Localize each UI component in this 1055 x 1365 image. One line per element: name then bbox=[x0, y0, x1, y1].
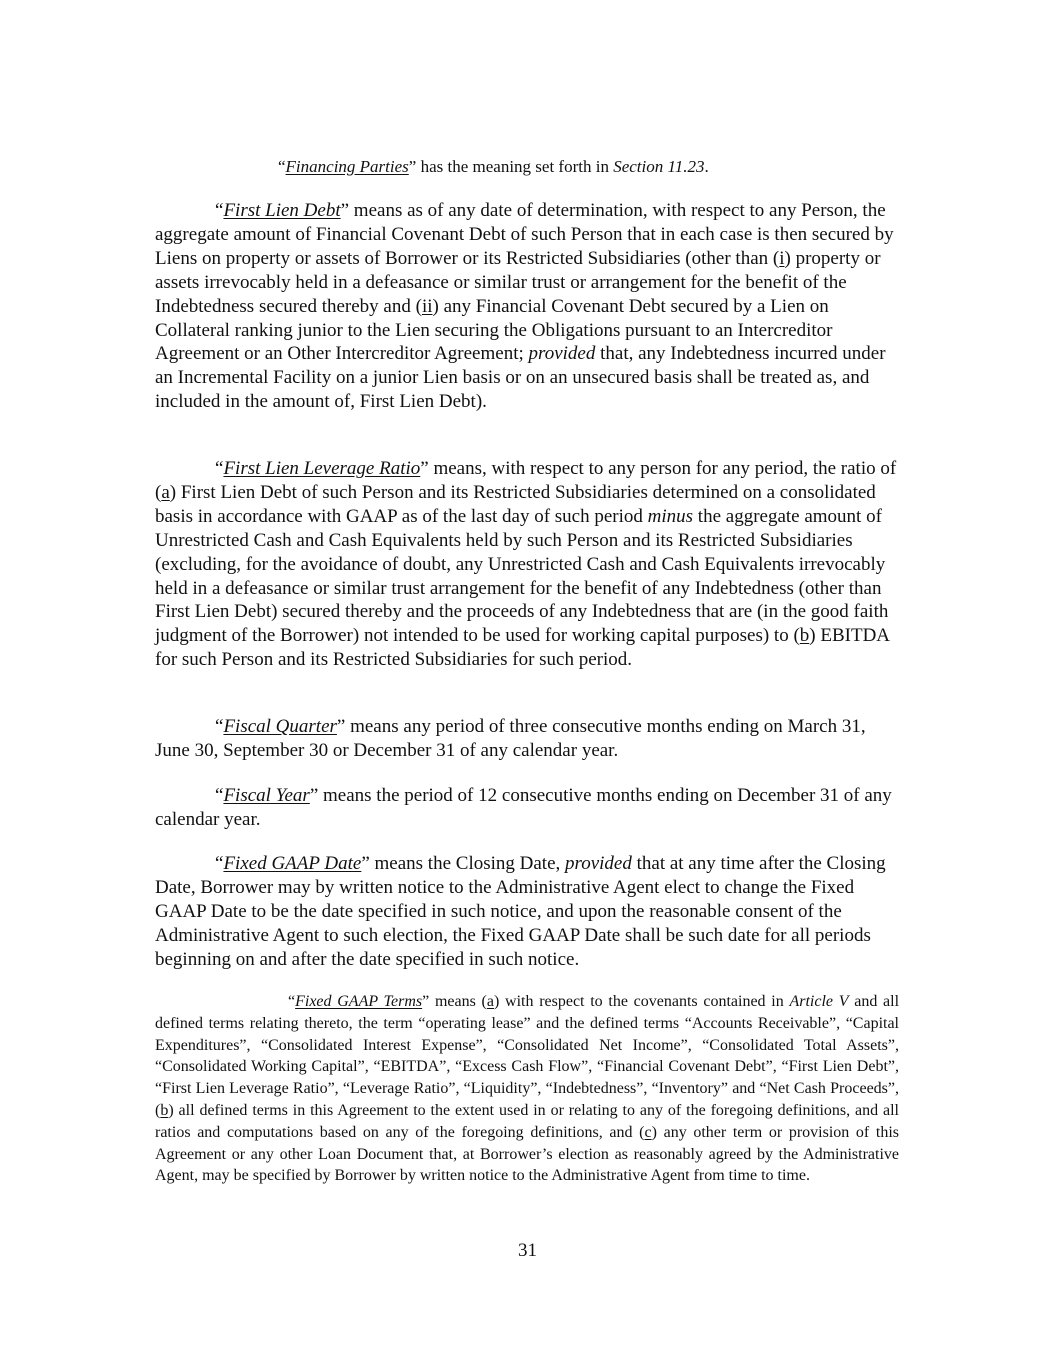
definition-text: means the Closing Date, bbox=[369, 853, 566, 874]
definition-text: that, any Indebtedness incurred under an Incremental Facility on a junior Lien basis or on an unsecured basis shall be treated as, and included in the amount of, First Lien Debt). bbox=[155, 343, 886, 413]
open-quote: “ bbox=[215, 716, 224, 737]
clause-marker: a bbox=[161, 481, 170, 503]
open-quote: “ bbox=[288, 993, 296, 1010]
definition-text: . bbox=[704, 157, 709, 176]
emphasis-minus: minus bbox=[647, 505, 694, 527]
open-quote: “ bbox=[215, 200, 224, 221]
close-quote: ” bbox=[361, 853, 370, 874]
clause-marker: i bbox=[779, 247, 785, 269]
clause-marker: b bbox=[799, 625, 810, 647]
definition-fixed-gaap-date bbox=[155, 852, 899, 972]
definition-text: the aggregate amount of Unrestricted Cash and Cash Equivalents held by such Person and its Restricted Subsidiaries (excluding, for the avoidance of doubt, any Unrestricted Cash and Cash Equivalents irrevocably held in a defeasance or similar trust arrangement for the benefit of any Indebtedness (other than First Lien Debt) secured thereby and the proceeds of any Indebtedness that are (in the good faith judgment of the Borrower) not intended to be used for working capital purposes) to ( bbox=[155, 505, 889, 647]
clause-marker: c bbox=[644, 1123, 652, 1141]
definition-text: that at any time after the Closing Date, Borrower may by written notice to the Administrative Agent elect to change the Fixed GAAP Date to be the date specified in such notice, and upon the reasonable consent of the Administrative Agent to such election, the Fixed GAAP Date shall be such date for all periods beginning on and after the date specified in such notice. bbox=[155, 853, 886, 970]
definition-first-lien-debt bbox=[155, 199, 899, 414]
definition-text: ) EBITDA for such Person and its Restricted Subsidiaries for such period. bbox=[155, 625, 889, 671]
page-number: 31 bbox=[518, 1240, 537, 1261]
definition-text: ) all defined terms in this Agreement to the extent used in or relating to any of the foregoing definitions, and all ratios and computations based on any of the foregoing definitions, and ( bbox=[155, 1101, 899, 1141]
close-quote: ” bbox=[408, 157, 417, 176]
close-quote: ” bbox=[309, 785, 319, 806]
close-quote: ” bbox=[340, 200, 350, 221]
open-quote: “ bbox=[278, 157, 286, 176]
definition-fixed-gaap-terms bbox=[155, 991, 899, 1187]
defined-term: Fiscal Year bbox=[223, 785, 310, 806]
definition-text: means the period of 12 consecutive months ending on December 31 of any calendar year. bbox=[155, 785, 892, 830]
definition-fiscal-quarter bbox=[155, 715, 899, 763]
definition-fiscal-year bbox=[155, 784, 899, 832]
definition-text: has the meaning set forth in bbox=[416, 157, 614, 176]
definition-text: and all defined terms relating thereto, the term “operating lease” and the defined terms “Accounts Receivable”, “Capital Expenditures”, “Consolidated Interest Expense”, “Consolidated Net Income”, “Consolidated Total Assets”, “Consolidated Working Capital”, “EBITDA”, “Excess Cash Flow”, “Financial Covenant Debt”, “First Lien Debt”, “First Lien Leverage Ratio”, “Leverage Ratio”, “Liquidity”, “Indebtedness”, “Inventory” and “Net Cash Proceeds”, ( bbox=[155, 993, 900, 1119]
definition-text: means any period of three consecutive months ending on March 31, June 30, September 30 or December 31 of any calendar year. bbox=[155, 716, 866, 761]
definition-text: ) First Lien Debt of such Person and its Restricted Subsidiaries determined on a consolidated basis in accordance with GAAP as of the last day of such period bbox=[155, 481, 876, 527]
defined-term: Financing Parties bbox=[285, 157, 409, 176]
defined-term: Fiscal Quarter bbox=[223, 716, 337, 737]
close-quote: ” bbox=[336, 716, 346, 737]
definition-text: means ( bbox=[429, 993, 487, 1010]
article-reference: Article V bbox=[789, 993, 849, 1010]
defined-term: First Lien Leverage Ratio bbox=[223, 458, 421, 479]
clause-marker: a bbox=[486, 993, 494, 1010]
close-quote: ” bbox=[422, 993, 430, 1010]
defined-term: Fixed GAAP Date bbox=[223, 853, 362, 874]
emphasis-provided: provided bbox=[565, 853, 632, 874]
open-quote: “ bbox=[215, 853, 224, 874]
emphasis-provided: provided bbox=[528, 343, 596, 365]
defined-term: Fixed GAAP Terms bbox=[295, 993, 423, 1010]
open-quote: “ bbox=[215, 458, 224, 479]
definition-first-lien-leverage-ratio bbox=[155, 457, 899, 672]
definition-financing-parties bbox=[278, 155, 898, 179]
section-reference: Section 11.23 bbox=[613, 157, 705, 176]
close-quote: ” bbox=[420, 458, 429, 479]
definition-text: ) with respect to the covenants contained in bbox=[493, 993, 790, 1010]
clause-marker: b bbox=[160, 1101, 169, 1119]
definition-text: means, with respect to any person for any period, the ratio of ( bbox=[155, 458, 897, 503]
clause-marker: ii bbox=[421, 295, 433, 317]
open-quote: “ bbox=[215, 785, 224, 806]
defined-term: First Lien Debt bbox=[223, 200, 341, 221]
definition-text: ) any Financial Covenant Debt secured by a Lien on Collateral ranking junior to the Lien securing the Obligations pursuant to an Intercreditor Agreement or an Other Intercreditor Agreement; bbox=[155, 295, 833, 365]
definition-text: means as of any date of determination, with respect to any Person, the aggregate amount of Financial Covenant Debt of such Person that in each case is then secured by Liens on property or assets of Borrower or its Restricted Subsidiaries (other than ( bbox=[155, 200, 894, 269]
definition-text: ) any other term or provision of this Agreement or any other Loan Document that, at Borrower’s election as reasonably agreed by the Administrative Agent, may be specified by Borrower by written notice to the Administrative Agent from time to time. bbox=[155, 1123, 900, 1185]
definition-text: ) property or assets irrevocably held in a defeasance or similar trust or arrangement for the benefit of the Indebtedness secured thereby and ( bbox=[155, 247, 881, 317]
